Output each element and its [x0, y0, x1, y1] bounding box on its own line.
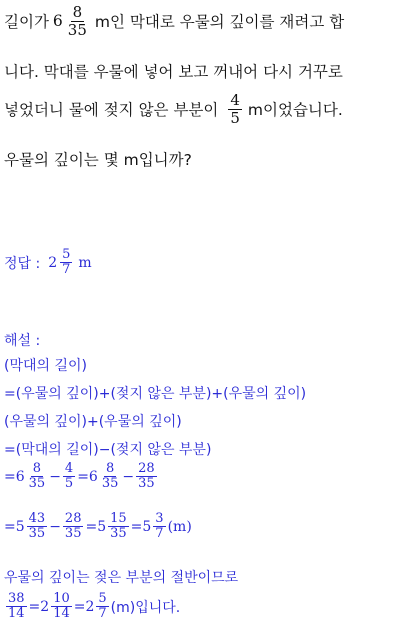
- answer-whole: 2: [48, 254, 58, 271]
- question-line-2: [4, 60, 343, 82]
- numerator: 15: [110, 511, 127, 526]
- answer-unit: m: [78, 254, 92, 271]
- fraction: [6, 592, 27, 622]
- solution-line-1: [4, 355, 87, 375]
- denominator: 7: [98, 606, 107, 622]
- solution-line-5: [4, 462, 159, 492]
- minus-sign: −: [49, 468, 61, 485]
- fraction: [96, 592, 108, 622]
- question-text: m인 막대로 우물의 깊이를 재려고 합: [94, 13, 345, 31]
- denominator: 7: [62, 262, 71, 278]
- fraction: [27, 512, 48, 542]
- numerator: 8: [72, 3, 83, 21]
- fraction: [66, 4, 89, 38]
- solution-line-6: [4, 512, 192, 542]
- fraction: [108, 512, 129, 542]
- solution-label: 해설 :: [4, 333, 41, 349]
- numerator: 8: [105, 461, 115, 476]
- numerator: 4: [64, 461, 74, 476]
- numerator: 38: [8, 591, 25, 606]
- question-text: 우물의 깊이는 몇 m입니까?: [4, 151, 192, 169]
- denominator: 5: [230, 108, 240, 127]
- fraction: [51, 592, 72, 622]
- numerator: 3: [155, 511, 164, 526]
- question-text: 넣었더니 물에 젖지 않은 부분이: [4, 101, 219, 119]
- question-line-4: [4, 148, 192, 170]
- numerator: 28: [138, 461, 155, 476]
- numerator: 8: [32, 461, 42, 476]
- equals-whole: =2: [73, 598, 95, 615]
- answer-fraction: [60, 248, 72, 278]
- denominator: 5: [64, 476, 74, 492]
- solution-text: (우물의 깊이)+(우물의 깊이): [4, 414, 182, 430]
- equals-whole: =2: [28, 598, 50, 615]
- denominator: 35: [67, 20, 87, 39]
- equals-whole: =5: [130, 518, 152, 535]
- numerator: 10: [53, 591, 70, 606]
- solution-text: =(막대의 길이)−(젖지 않은 부분): [4, 442, 212, 458]
- answer-label: 정답 :: [4, 255, 41, 272]
- solution-label-line: [4, 330, 40, 350]
- fraction: [153, 512, 165, 542]
- fraction: [63, 462, 75, 492]
- fraction: [63, 512, 84, 542]
- mixed-whole: 6: [52, 12, 63, 30]
- numerator: 28: [64, 511, 82, 526]
- minus-sign: −: [49, 518, 61, 535]
- numerator: 4: [230, 91, 240, 109]
- denominator: 35: [110, 526, 127, 542]
- solution-line-3: [4, 411, 182, 431]
- numerator: 5: [98, 591, 107, 606]
- denominator: 35: [28, 476, 46, 492]
- denominator: 14: [53, 606, 70, 622]
- solution-line-2: [4, 383, 306, 403]
- question-text: 길이가: [4, 13, 49, 31]
- fraction: [100, 462, 121, 492]
- denominator: 35: [28, 526, 46, 542]
- solution-line-8: [4, 592, 180, 622]
- numerator: 43: [28, 511, 46, 526]
- fraction: [136, 462, 157, 492]
- denominator: 35: [138, 476, 155, 492]
- equals-whole: =5: [85, 518, 107, 535]
- question-text: 니다. 막대를 우물에 넣어 보고 꺼내어 다시 거꾸로: [4, 63, 343, 81]
- question-line-3: [4, 92, 343, 126]
- minus-sign: −: [122, 468, 135, 485]
- solution-text: (m)입니다.: [110, 599, 181, 616]
- equals-whole: =6: [4, 468, 25, 485]
- denominator: 35: [64, 526, 82, 542]
- fraction: [27, 462, 48, 492]
- solution-line-7: [4, 567, 238, 587]
- solution-line-4: [4, 439, 211, 459]
- solution-text: (막대의 길이): [4, 358, 87, 374]
- denominator: 14: [8, 606, 25, 622]
- equals-whole: =5: [4, 518, 25, 535]
- solution-text: =(우물의 깊이)+(젖지 않은 부분)+(우물의 깊이): [4, 386, 307, 402]
- denominator: 7: [155, 526, 164, 542]
- question-text: m이었습니다.: [247, 101, 343, 119]
- denominator: 35: [101, 476, 119, 492]
- numerator: 5: [62, 247, 71, 262]
- question-line-1: [4, 4, 344, 38]
- unit: (m): [167, 518, 192, 535]
- solution-text: 우물의 깊이는 젖은 부분의 절반이므로: [4, 570, 239, 586]
- fraction: [228, 92, 242, 126]
- equals-whole: =6: [77, 468, 98, 485]
- answer-line: [4, 248, 92, 278]
